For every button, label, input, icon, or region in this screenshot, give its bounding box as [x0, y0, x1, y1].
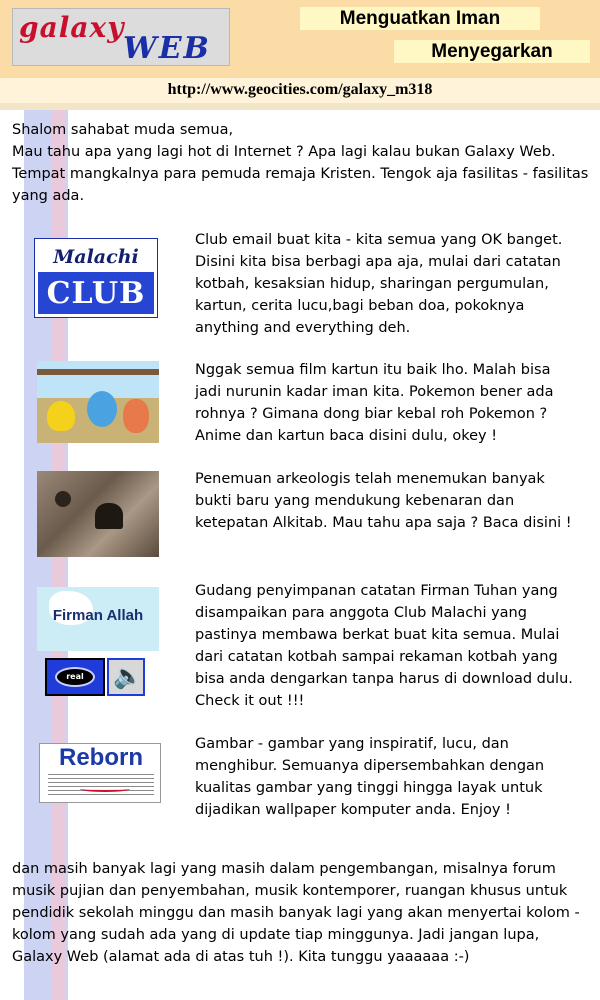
reborn-swoosh	[80, 786, 130, 792]
reborn-banner[interactable]	[39, 743, 161, 803]
cartoon-character-orange	[123, 399, 149, 433]
cartoon-character-yellow	[47, 401, 75, 431]
feature-text-reborn: Gambar - gambar yang inspiratif, lucu, dan menghibur. Semuanya dipersembahkan dengan kualitas gambar yang tinggi hingga layak untuk dijadikan wallpaper komputer anda. Enjoy !	[195, 736, 545, 818]
reborn-banner-label: Reborn	[59, 744, 143, 771]
cartoon-thumbnail[interactable]	[37, 361, 159, 443]
logo-text-galaxy: galaxy	[19, 11, 125, 44]
page-header	[0, 0, 600, 78]
malachi-club-banner[interactable]	[35, 239, 157, 317]
site-url-link[interactable]: http://www.geocities.com/galaxy_m318	[167, 81, 433, 98]
realplayer-logo-text: real	[55, 667, 95, 687]
cartoon-railing	[37, 369, 159, 375]
intro-paragraph: Shalom sahabat muda semua, Mau tahu apa yang lagi hot di Internet ? Apa lagi kalau bukan Galaxy Web. Tempat mangkalnya para pemuda remaja Kristen. Tengok aja fasilitas - fasilitas yang ada.	[12, 122, 589, 204]
tagline-menguatkan-iman: Menguatkan Iman	[300, 7, 540, 30]
site-url-bar	[0, 78, 600, 106]
speaker-icon[interactable]	[107, 658, 145, 696]
outro-text: dan masih banyak lagi yang masih dalam pengembangan, misalnya forum musik pujian dan penyembahan, musik kontemporer, ruangan khusus untuk pendidik sekolah minggu dan masih banyak lagi yang akan menyertai kolom - kolom yang sudah ada yang di update tiap minggunya. Jadi jangan lupa, Galaxy Web (alamat ada di atas tuh !). Kita tunggu yaaaaaa :-)	[12, 861, 580, 965]
malachi-banner-club: CLUB	[46, 276, 146, 311]
malachi-banner-title: Malachi	[38, 242, 154, 272]
logo-text-web: WEB	[123, 31, 211, 66]
firman-banner-label: Firman Allah	[52, 607, 144, 624]
feature-text-archaeology: Penemuan arkeologis telah menemukan banyak bukti baru yang mendukung kebenaran dan ketepatan Alkitab. Mau tahu apa saja ? Baca disini !	[195, 471, 572, 531]
ruins-cave-small	[55, 491, 71, 507]
feature-text-malachi-club: Club email buat kita - kita semua yang OK banget. Disini kita bisa berbagi apa aja, mulai dari catatan kotbah, kesaksian hidup, sharingan pergumulan, kartun, cerita lucu,bagi beban doa, pokoknya anything and everything deh.	[195, 232, 563, 336]
tagline-menyegarkan: Menyegarkan	[394, 40, 590, 63]
ruins-cave-opening	[95, 503, 123, 529]
galaxy-web-logo[interactable]	[12, 8, 230, 66]
feature-text-cartoon: Nggak semua film kartun itu baik lho. Malah bisa jadi nurunin kadar iman kita. Pokemon bener ada rohnya ? Gimana dong biar kebal roh Pokemon ? Anime dan kartun baca disini dulu, okey !	[195, 362, 554, 444]
realplayer-icon[interactable]	[45, 658, 105, 696]
intro-text	[12, 119, 592, 207]
cartoon-character-blue	[87, 391, 117, 427]
firman-allah-banner[interactable]	[37, 587, 159, 651]
speaker-glyph: 🔈	[113, 662, 143, 690]
feature-text-firman-allah: Gudang penyimpanan catatan Firman Tuhan yang disampaikan para anggota Club Malachi yang pastinya membawa berkat buat kita semua. Mulai dari catatan kotbah sampai rekaman kotbah yang bisa anda dengarkan tanpa harus di download dulu. Check it out !!!	[195, 583, 573, 709]
archaeology-thumbnail[interactable]	[37, 471, 159, 557]
url-bar-shadow	[0, 103, 600, 110]
